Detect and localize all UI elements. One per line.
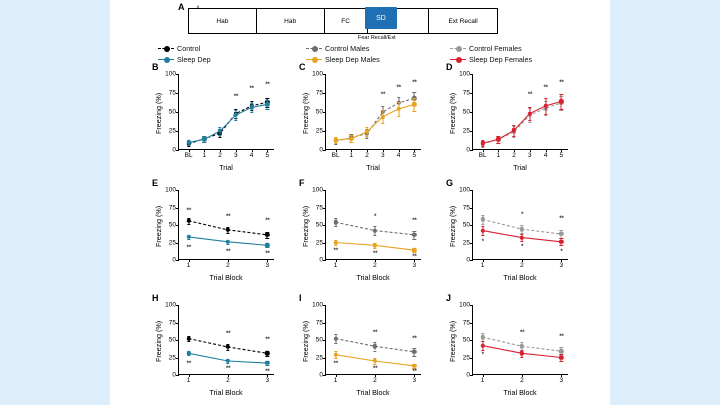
x-tick-label: BL <box>184 152 193 159</box>
error-bar-cap <box>397 102 400 103</box>
error-bar-cap <box>544 114 547 115</box>
error-bar-cap <box>397 97 400 98</box>
error-bar-cap <box>497 143 500 144</box>
x-tick-label: 2 <box>373 262 377 269</box>
significance-marker: * <box>373 213 377 221</box>
error-bar-cap <box>203 142 206 143</box>
error-bar-cap <box>520 342 523 343</box>
x-tick-label: 3 <box>265 262 270 269</box>
y-tick-label: 75 <box>315 204 323 211</box>
series-lines <box>473 74 569 150</box>
error-bar-cap <box>365 127 368 128</box>
y-tick-label: 25 <box>168 239 176 246</box>
y-tick-label: 75 <box>315 319 323 326</box>
error-bar-cap <box>413 348 416 349</box>
sd-badge: SD <box>365 7 397 29</box>
x-tick-label: 2 <box>226 262 230 269</box>
x-tick-label: 3 <box>381 152 385 159</box>
y-tick-label: 25 <box>315 239 323 246</box>
significance-marker: ** <box>233 93 239 101</box>
error-bar-cap <box>187 145 190 146</box>
y-tick-label: 25 <box>315 127 323 135</box>
x-tick-label: 5 <box>559 152 564 159</box>
y-tick-label: 50 <box>168 336 176 344</box>
error-bar-cap <box>218 137 221 138</box>
x-tick-label: 4 <box>249 152 254 159</box>
y-axis-label: Freezing (%) <box>448 320 457 362</box>
error-bar-cap <box>218 135 221 136</box>
error-bar-cap <box>365 136 368 137</box>
y-axis-label: Freezing (%) <box>154 205 163 247</box>
error-bar-cap <box>528 107 531 108</box>
significance-marker: ** <box>412 79 417 87</box>
x-tick-label: 1 <box>186 377 191 384</box>
y-tick-label: 50 <box>315 336 323 344</box>
x-tick-label: 3 <box>412 262 417 269</box>
error-bar-cap <box>381 123 384 124</box>
panel-letter-a: A <box>178 2 185 12</box>
plot-area-g <box>459 186 568 269</box>
error-bar-cap <box>187 355 190 356</box>
legend-item-control-females <box>450 44 532 53</box>
significance-marker: ** <box>265 336 270 344</box>
y-tick-label: 100 <box>165 70 176 78</box>
error-bar-cap <box>234 110 237 111</box>
x-tick-label: 1 <box>186 262 191 269</box>
significance-marker: ** <box>519 329 525 337</box>
y-tick-label: 75 <box>168 319 176 326</box>
error-bar-cap <box>266 356 269 357</box>
y-tick-label: 0 <box>466 146 470 154</box>
series-line-0 <box>336 98 415 141</box>
x-tick-label: 3 <box>528 152 532 159</box>
significance-marker: ** <box>333 360 338 368</box>
significance-marker: ** <box>186 244 191 252</box>
significance-marker: ** <box>225 248 231 256</box>
y-tick-mark <box>323 260 326 261</box>
panel-letter-j: J <box>446 293 452 303</box>
chart-panel-b <box>152 62 282 172</box>
timeline-segment-fc: FC <box>325 9 368 33</box>
error-bar-cap <box>560 245 563 246</box>
y-tick-label: 0 <box>466 371 470 379</box>
error-bar-cap <box>334 343 337 344</box>
plot-area-i <box>312 301 421 384</box>
y-tick-mark <box>176 375 179 376</box>
error-bar-cap <box>512 125 515 126</box>
error-bar-cap <box>226 244 229 245</box>
error-bar-cap <box>373 351 376 352</box>
error-bar-cap <box>334 218 337 219</box>
plot-area-c <box>312 70 421 159</box>
error-bar-cap <box>481 350 484 351</box>
significance-marker: ** <box>265 217 270 225</box>
legend-label-control-males: Control Males <box>325 44 370 53</box>
error-bar-cap <box>544 98 547 99</box>
error-bar-cap <box>334 143 337 144</box>
x-tick-label: 1 <box>202 152 207 159</box>
error-bar-cap <box>560 94 563 95</box>
x-tick-label: 5 <box>265 152 270 159</box>
significance-marker: ** <box>186 360 191 368</box>
error-bar-cap <box>187 239 190 240</box>
y-tick-label: 50 <box>168 221 176 229</box>
error-bar-cap <box>234 120 237 121</box>
error-bar-cap <box>266 365 269 366</box>
plot-area-d <box>459 70 568 159</box>
error-bar-cap <box>481 215 484 216</box>
y-tick-label: 0 <box>466 256 470 264</box>
panel-letter-c: C <box>299 62 306 72</box>
series-lines <box>326 74 422 150</box>
y-tick-label: 75 <box>168 89 176 97</box>
error-bar-cap <box>226 363 229 364</box>
y-axis-label: Freezing (%) <box>301 92 310 134</box>
significance-marker: ** <box>559 215 564 223</box>
error-bar-cap <box>560 109 563 110</box>
plot-area-e <box>165 186 274 269</box>
y-tick-mark <box>176 260 179 261</box>
y-tick-label: 0 <box>319 256 323 264</box>
panel-letter-f: F <box>299 178 305 188</box>
error-bar-cap <box>373 226 376 227</box>
chart-panel-d <box>446 62 576 172</box>
y-tick-label: 50 <box>462 221 470 229</box>
timeline-segment-hab2: Hab <box>257 9 325 33</box>
x-tick-label: 5 <box>412 152 417 159</box>
y-tick-mark <box>323 150 326 151</box>
error-bar-cap <box>512 136 515 137</box>
significance-marker: ** <box>559 79 564 87</box>
chart-panel-e <box>152 178 282 282</box>
significance-marker: ** <box>412 368 417 376</box>
y-axis-label: Freezing (%) <box>154 320 163 362</box>
y-tick-label: 50 <box>462 108 470 116</box>
y-tick-mark <box>470 375 473 376</box>
significance-marker: * <box>520 211 524 219</box>
chart-panel-f <box>299 178 429 282</box>
significance-marker: ** <box>396 84 401 92</box>
panel-letter-i: I <box>299 293 302 303</box>
y-tick-label: 50 <box>168 108 176 116</box>
panel-letter-h: H <box>152 293 159 303</box>
x-axis-label: Trial Block <box>209 388 243 397</box>
x-tick-label: 2 <box>373 377 377 384</box>
y-tick-label: 25 <box>462 354 470 361</box>
y-tick-label: 0 <box>172 371 176 379</box>
x-axis-label: Trial <box>366 163 380 172</box>
x-tick-label: 2 <box>520 262 524 269</box>
x-tick-label: 3 <box>559 377 564 384</box>
error-bar-cap <box>481 224 484 225</box>
significance-marker: ** <box>333 247 338 255</box>
error-bar-cap <box>381 106 384 107</box>
x-tick-label: 4 <box>543 152 548 159</box>
y-tick-label: 25 <box>462 239 470 246</box>
x-axis-label: Trial Block <box>503 388 537 397</box>
timeline-segment-ext-recall: Ext Recall <box>448 17 478 25</box>
y-tick-label: 50 <box>315 221 323 229</box>
significance-marker: ** <box>372 329 378 337</box>
error-bar-cap <box>413 111 416 112</box>
panel-letter-e: E <box>152 178 159 188</box>
y-tick-label: 0 <box>319 371 323 379</box>
y-tick-mark <box>176 150 179 151</box>
panel-letter-b: B <box>152 62 159 72</box>
y-tick-label: 25 <box>168 354 176 361</box>
panel-letter-d: D <box>446 62 453 72</box>
legend-marker-control <box>158 45 174 52</box>
chart-panel-i <box>299 293 429 397</box>
error-bar-cap <box>560 347 563 348</box>
error-bar-cap <box>334 358 337 359</box>
error-bar-cap <box>560 361 563 362</box>
y-tick-label: 75 <box>462 89 470 97</box>
y-tick-label: 50 <box>462 336 470 344</box>
error-bar-cap <box>365 138 368 139</box>
series-lines <box>179 74 275 150</box>
error-bar-cap <box>397 116 400 117</box>
y-tick-mark <box>323 375 326 376</box>
y-tick-mark <box>470 150 473 151</box>
error-bar-cap <box>373 342 376 343</box>
error-bar-cap <box>334 245 337 246</box>
y-tick-label: 25 <box>315 354 323 361</box>
y-tick-label: 50 <box>315 108 323 116</box>
legend-label-sleep-dep-males: Sleep Dep Males <box>325 55 380 64</box>
x-tick-label: 3 <box>234 152 238 159</box>
y-tick-label: 75 <box>168 204 176 211</box>
error-bar-cap <box>481 333 484 334</box>
error-bar-cap <box>334 334 337 335</box>
significance-marker: ** <box>543 84 548 92</box>
legend-label-sleep-dep: Sleep Dep <box>177 55 211 64</box>
significance-marker: ** <box>249 85 254 93</box>
y-tick-label: 100 <box>312 186 323 194</box>
series-line-1 <box>189 104 268 142</box>
error-bar-cap <box>381 110 384 111</box>
series-line-1 <box>483 101 562 143</box>
error-bar-cap <box>481 226 484 227</box>
y-axis-label: Freezing (%) <box>301 205 310 247</box>
x-tick-label: 1 <box>333 262 338 269</box>
x-tick-label: 4 <box>396 152 401 159</box>
significance-marker: ** <box>265 81 270 89</box>
significance-marker: ** <box>527 91 533 99</box>
error-bar-cap <box>334 226 337 227</box>
error-bar-cap <box>520 357 523 358</box>
y-tick-mark <box>470 260 473 261</box>
timeline-segment-hab1: Hab <box>189 9 257 33</box>
error-bar-cap <box>413 239 416 240</box>
error-bar-cap <box>266 238 269 239</box>
significance-marker: ** <box>412 335 417 343</box>
error-bar-cap <box>187 341 190 342</box>
y-tick-label: 100 <box>459 70 470 78</box>
y-tick-label: 0 <box>319 146 323 154</box>
plot-area-b <box>165 70 274 159</box>
significance-marker: ** <box>225 213 231 221</box>
x-tick-label: 2 <box>512 152 516 159</box>
error-bar-cap <box>226 350 229 351</box>
legend-marker-control-males <box>306 45 322 52</box>
error-bar-cap <box>266 247 269 248</box>
error-bar-cap <box>528 120 531 121</box>
significance-marker: * <box>481 238 484 246</box>
y-tick-label: 100 <box>459 186 470 194</box>
x-tick-label: 1 <box>349 152 354 159</box>
error-bar-cap <box>413 356 416 357</box>
x-tick-label: 2 <box>520 377 524 384</box>
timeline-under-label: Fear Recall/Ext <box>358 35 396 41</box>
error-bar-cap <box>560 230 563 231</box>
x-tick-label: BL <box>331 152 340 159</box>
y-tick-label: 100 <box>312 301 323 309</box>
series-line-0 <box>483 103 562 144</box>
panel-letter-g: G <box>446 178 454 188</box>
error-bar-cap <box>413 92 416 93</box>
significance-marker: ** <box>412 253 417 261</box>
y-tick-label: 0 <box>172 146 176 154</box>
x-axis-label: Trial Block <box>503 273 537 282</box>
error-bar-cap <box>528 122 531 123</box>
error-bar-cap <box>250 103 253 104</box>
error-bar-cap <box>481 146 484 147</box>
error-bar-cap <box>250 112 253 113</box>
error-bar-cap <box>481 341 484 342</box>
series-lines <box>473 305 569 375</box>
x-tick-label: 1 <box>333 377 338 384</box>
significance-marker: * <box>481 351 484 359</box>
significance-marker: ** <box>372 250 378 258</box>
y-axis-label: Freezing (%) <box>448 92 457 134</box>
significance-marker: ** <box>559 333 564 341</box>
x-tick-label: 3 <box>265 377 270 384</box>
x-tick-label: 3 <box>412 377 417 384</box>
plot-area-h <box>165 301 274 384</box>
error-bar-cap <box>187 146 190 147</box>
legend-label-sleep-dep-females: Sleep Dep Females <box>469 55 533 64</box>
significance-marker: ** <box>225 330 231 338</box>
error-bar-cap <box>266 100 269 101</box>
y-tick-label: 100 <box>165 186 176 194</box>
x-tick-label: 1 <box>480 262 485 269</box>
chart-panel-h <box>152 293 282 397</box>
error-bar-cap <box>350 142 353 143</box>
figure-canvas <box>110 0 610 405</box>
error-bar-cap <box>373 235 376 236</box>
error-bar-cap <box>481 235 484 236</box>
error-bar-cap <box>373 248 376 249</box>
chart-panel-g <box>446 178 576 282</box>
x-axis-label: Trial <box>219 163 233 172</box>
chart-panel-j <box>446 293 576 397</box>
legend-label-control-females: Control Females <box>469 44 522 53</box>
significance-marker: ** <box>265 250 270 258</box>
error-bar-cap <box>413 231 416 232</box>
error-bar-cap <box>544 115 547 116</box>
significance-marker: ** <box>186 207 191 215</box>
y-axis-label: Freezing (%) <box>154 92 163 134</box>
significance-marker: ** <box>372 365 378 373</box>
series-lines <box>179 305 275 375</box>
y-axis-label: Freezing (%) <box>301 320 310 362</box>
chart-panel-c <box>299 62 429 172</box>
y-tick-label: 75 <box>462 319 470 326</box>
x-axis-label: Trial Block <box>356 388 390 397</box>
x-tick-label: BL <box>478 152 487 159</box>
legend-marker-control-females <box>450 45 466 52</box>
error-bar-cap <box>512 137 515 138</box>
error-bar-cap <box>266 109 269 110</box>
significance-marker: * <box>520 243 524 251</box>
y-tick-label: 75 <box>315 89 323 97</box>
y-tick-label: 25 <box>168 127 176 135</box>
y-tick-label: 100 <box>312 70 323 78</box>
error-bar-cap <box>413 98 416 99</box>
x-tick-label: 1 <box>480 377 485 384</box>
x-tick-label: 2 <box>365 152 369 159</box>
y-tick-label: 100 <box>459 301 470 309</box>
legend-item-control-males <box>306 44 380 53</box>
x-tick-label: 2 <box>218 152 222 159</box>
experiment-timeline <box>188 8 498 34</box>
error-bar-cap <box>520 241 523 242</box>
error-bar-cap <box>187 224 190 225</box>
y-tick-label: 0 <box>172 256 176 264</box>
x-axis-label: Trial <box>513 163 527 172</box>
significance-marker: ** <box>225 365 231 373</box>
legend-label-control: Control <box>177 44 201 53</box>
plot-area-j <box>459 301 568 384</box>
x-axis-label: Trial Block <box>356 273 390 282</box>
y-tick-label: 100 <box>165 301 176 309</box>
significance-marker: * <box>560 248 563 256</box>
error-bar-cap <box>226 233 229 234</box>
x-tick-label: 2 <box>226 377 230 384</box>
y-axis-label: Freezing (%) <box>448 205 457 247</box>
x-axis-label: Trial Block <box>209 273 243 282</box>
x-tick-label: 3 <box>559 262 564 269</box>
y-tick-label: 75 <box>462 204 470 211</box>
legend-item-control <box>158 44 211 53</box>
error-bar-cap <box>266 98 269 99</box>
significance-marker: ** <box>265 368 270 375</box>
significance-marker: ** <box>412 217 417 225</box>
x-tick-label: 1 <box>496 152 501 159</box>
error-bar-cap <box>520 225 523 226</box>
significance-marker: ** <box>380 91 386 99</box>
plot-area-f <box>312 186 421 269</box>
y-tick-label: 25 <box>462 127 470 135</box>
panel-a-timeline <box>110 0 610 46</box>
